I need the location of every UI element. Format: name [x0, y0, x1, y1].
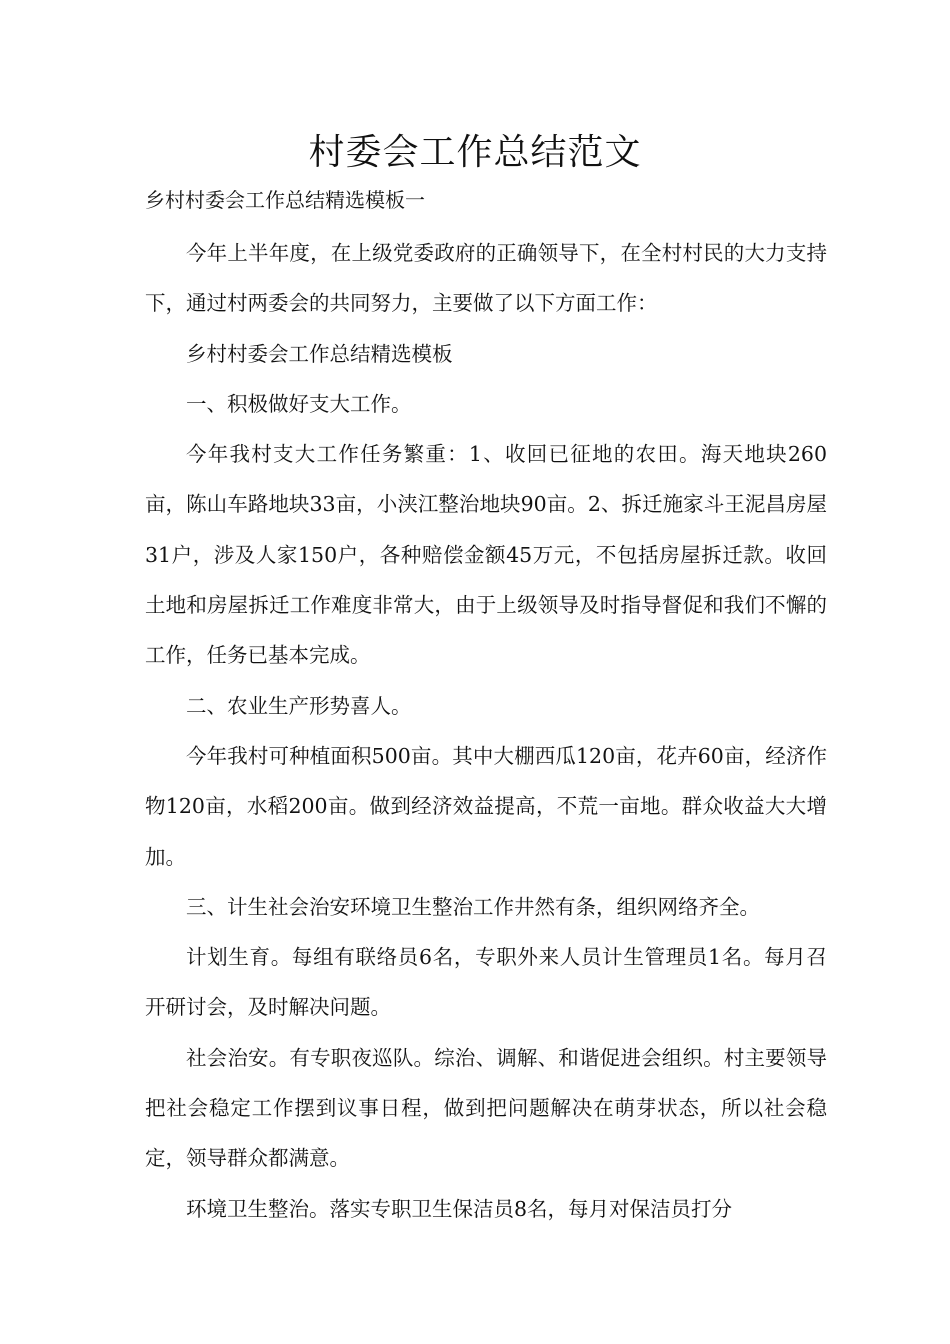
- body-paragraph: 环境卫生整治。落实专职卫生保洁员8名，每月对保洁员打分: [186, 1196, 733, 1221]
- document-subtitle: 乡村村委会工作总结精选模板一: [145, 188, 425, 212]
- section-heading: 一、积极做好支大工作。: [186, 391, 412, 416]
- document-title: 村委会工作总结范文: [308, 132, 642, 173]
- document-body: [145, 228, 827, 1234]
- body-paragraph: 计划生育。每组有联络员6名，专职外来人员计生管理员1名。每月召开研讨会，及时解决问题。: [145, 945, 827, 1020]
- section-heading: 三、计生社会治安环境卫生整治工作井然有条，组织网络齐全。: [186, 894, 760, 919]
- section-heading: 二、农业生产形势喜人。: [186, 693, 412, 718]
- body-paragraph: 今年上半年度，在上级党委政府的正确领导下，在全村村民的大力支持下，通过村两委会的共同努力，主要做了以下方面工作：: [145, 241, 827, 316]
- body-paragraph: 今年我村可种植面积500亩。其中大棚西瓜120亩，花卉60亩，经济作物120亩，水稻200亩。做到经济效益提高，不荒一亩地。群众收益大大增加。: [145, 743, 827, 869]
- body-paragraph: 社会治安。有专职夜巡队。综治、调解、和谐促进会组织。村主要领导把社会稳定工作摆到议事日程，做到把问题解决在萌芽状态，所以社会稳定，领导群众都满意。: [145, 1045, 827, 1171]
- body-paragraph: 乡村村委会工作总结精选模板: [186, 341, 453, 366]
- body-paragraph: 今年我村支大工作任务繁重：1、收回已征地的农田。海天地块260亩，陈山车路地块33亩，小浃江整治地块90亩。2、拆迁施家斗王泥昌房屋31户，涉及人家150户，各种赔偿金额45万元，不包括房屋拆迁款。收回土地和房屋拆迁工作难度非常大，由于上级领导及时指导督促和我们不懈的工作，任务已基本完成。: [145, 442, 827, 668]
